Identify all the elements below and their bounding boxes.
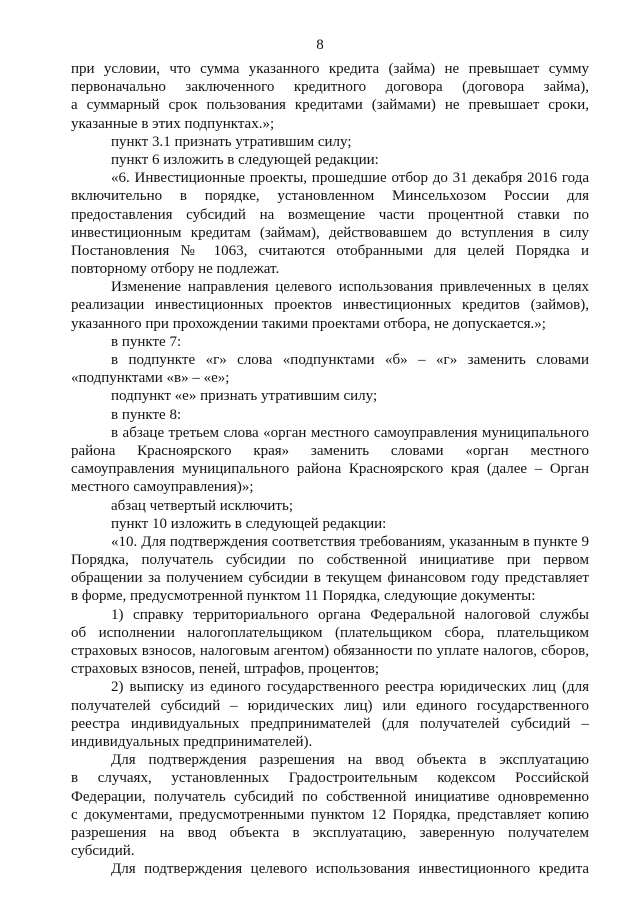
- text-line: первоначально заключенного кредитного договора (договора займа),: [71, 79, 589, 96]
- text-line: в пункте 8:: [111, 406, 182, 423]
- text-line: Изменение направления целевого использования привлеченных в целях: [111, 279, 589, 296]
- text-line: Для подтверждения разрешения на ввод объекта в эксплуатацию: [111, 752, 589, 769]
- text-line: «10. Для подтверждения соответствия требованиям, указанным в пункте 9: [111, 533, 589, 550]
- text-line: получателей субсидий – юридических лиц) или единого государственного: [71, 697, 589, 714]
- text-line: 1) справку территориального органа Федеральной налоговой службы: [111, 606, 589, 623]
- text-line: абзац четвертый исключить;: [111, 497, 293, 514]
- text-line: 2) выписку из единого государственного реестра юридических лиц (для: [111, 679, 589, 696]
- text-line: разрешения на ввод объекта в эксплуатацию, заверенную получателем: [71, 824, 589, 841]
- text-line: реестра индивидуальных предпринимателей (для получателей субсидий –: [71, 715, 589, 732]
- document-body: [71, 60, 589, 878]
- text-line: в форме, предусмотренной пунктом 11 Порядка, следующие документы:: [71, 588, 536, 605]
- text-line: указанные в этих подпунктах.»;: [71, 115, 275, 132]
- text-line: Для подтверждения целевого использования инвестиционного кредита: [111, 861, 589, 878]
- text-line: в подпункте «г» слова «подпунктами «б» – «г» заменить словами: [111, 352, 589, 368]
- text-line: пункт 3.1 признать утратившим силу;: [111, 133, 352, 150]
- text-line: предоставления субсидий на возмещение части процентной ставки по: [71, 206, 589, 223]
- text-line: об исполнении налогоплательщиком (плательщиком сбора, плательщиком: [71, 624, 589, 641]
- text-line: района Красноярского края» заменить словами «орган местного: [71, 442, 589, 459]
- text-line: «6. Инвестиционные проекты, прошедшие отбор до 31 декабря 2016 года: [111, 170, 589, 187]
- text-line: субсидий.: [71, 843, 135, 860]
- text-line: указанного при прохождении такими проектами отбора, не допускается.»;: [71, 315, 546, 332]
- text-line: в абзаце третьем слова «орган местного самоуправления муниципального: [111, 424, 589, 441]
- text-line: страховых взносов, пеней, штрафов, процентов;: [71, 661, 380, 678]
- text-line: подпункт «е» признать утратившим силу;: [111, 388, 378, 405]
- text-line: повторному отбору не подлежат.: [71, 261, 280, 278]
- text-line: Федерации, получатель субсидий по собственной инициативе одновременно: [71, 788, 589, 805]
- text-line: обращении за получением субсидии в текущем финансовом году представляет: [71, 570, 589, 587]
- text-line: Порядка, получатель субсидии по собственной инициативе при первом: [71, 552, 589, 569]
- text-line: пункт 10 изложить в следующей редакции:: [111, 515, 387, 532]
- text-line: страховых взносов, налоговым агентом) обязанности по уплате налогов, сборов,: [71, 643, 589, 659]
- text-line: в пункте 7:: [111, 333, 182, 350]
- text-line: включительно в порядке, установленном Минсельхозом России для: [71, 188, 589, 205]
- text-line: местного самоуправления)»;: [71, 479, 254, 496]
- text-line: пункт 6 изложить в следующей редакции:: [111, 151, 379, 168]
- text-line: при условии, что сумма указанного кредита (займа) не превышает сумму: [71, 61, 589, 77]
- text-line: инвестиционным кредитам (займам), действовавшем до вступления в силу: [71, 224, 589, 241]
- text-line: Постановления № 1063, считаются отобранными для целей Порядка и: [71, 242, 589, 259]
- text-line: «подпунктами «в» – «е»;: [71, 370, 230, 387]
- text-line: в случаях, установленных Градостроительным кодексом Российской: [71, 770, 589, 787]
- page-number: 8: [316, 37, 324, 53]
- text-line: самоуправления муниципального района Красноярского края (далее – Орган: [71, 461, 589, 478]
- text-line: а суммарный срок пользования кредитами (займами) не превышает сроки,: [71, 97, 589, 114]
- text-line: реализации инвестиционных проектов инвестиционных кредитов (займов),: [71, 297, 589, 314]
- text-line: с документами, предусмотренными пунктом 12 Порядка, представляет копию: [71, 806, 589, 823]
- text-line: индивидуальных предпринимателей).: [71, 733, 313, 750]
